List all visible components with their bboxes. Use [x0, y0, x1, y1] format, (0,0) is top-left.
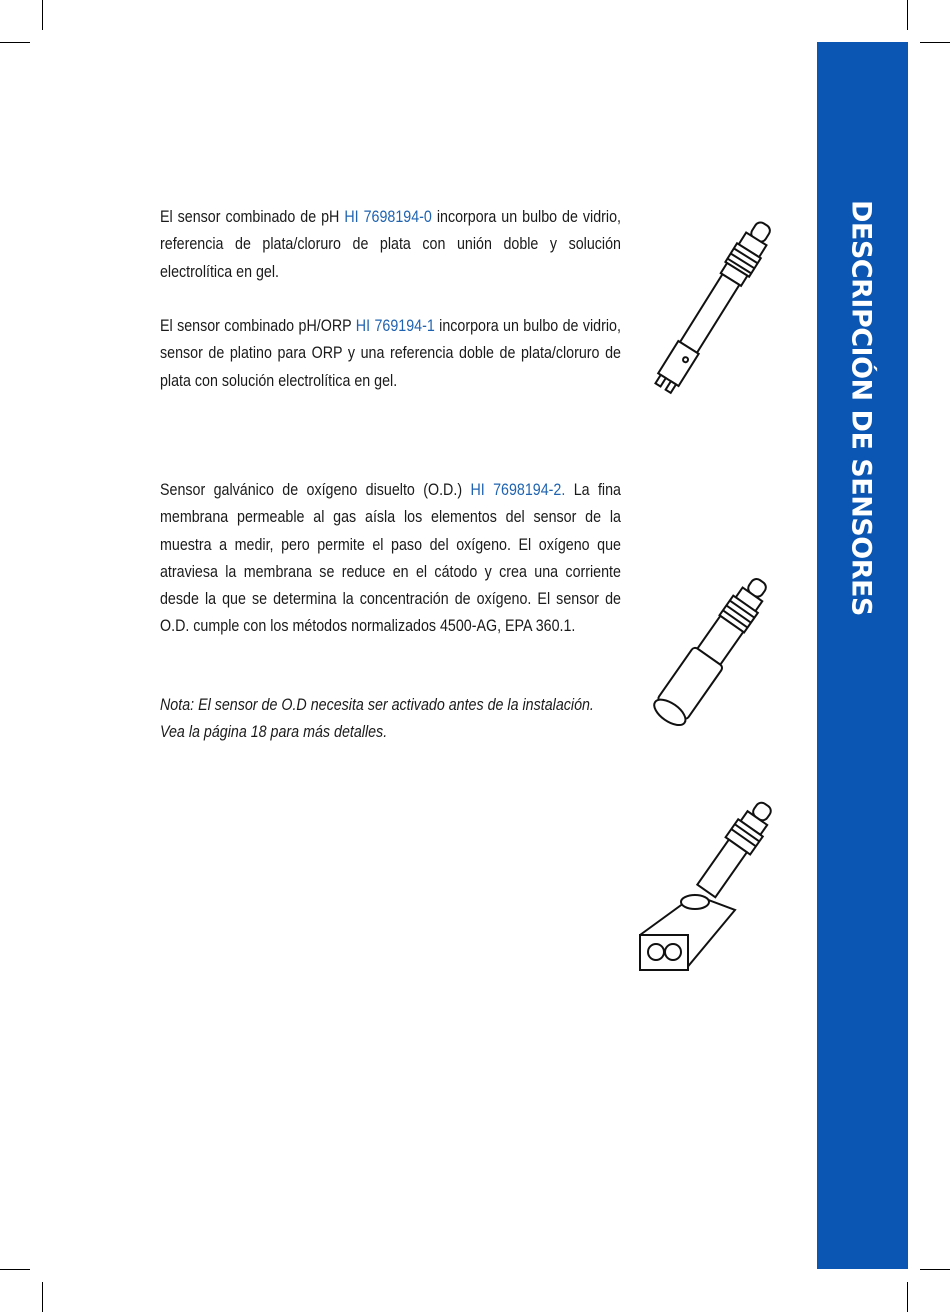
crop-mark: [907, 1282, 908, 1312]
crop-mark: [907, 0, 908, 30]
product-code: HI 7698194-0: [344, 207, 432, 226]
paragraph-do-sensor: [160, 476, 621, 640]
paragraph-ph-orp-sensor: [160, 312, 621, 394]
ph-sensor-illustration: [625, 205, 805, 405]
crop-mark: [42, 1282, 43, 1312]
paragraph-ph-sensor: [160, 203, 621, 285]
paragraph-text: incorpora un bulbo de vidrio, referencia de plata/cloruro de plata con unión doble y solución electrolítica en gel.: [160, 207, 621, 281]
crop-mark: [42, 0, 43, 30]
crop-mark: [0, 1269, 30, 1270]
product-code: HI 769194-1: [355, 316, 435, 335]
paragraph-text: La fina membrana permeable al gas aísla los elementos del sensor de la muestra a medir, pero permite el paso del oxígeno. El oxígeno que atraviesa la membrana se reduce en el cátodo y crea una corriente desde la que se determina la concentración de oxígeno. El sensor de O.D. cumple con los métodos normalizados 4500-AG, EPA 360.1.: [160, 480, 621, 636]
paragraph-text: incorpora un bulbo de vidrio, sensor de platino para ORP y una referencia doble de plata/cloruro de plata con solución electrolítica en gel.: [160, 316, 621, 390]
ec-sensor-illustration: [625, 790, 805, 980]
paragraph-text: El sensor combinado pH/ORP: [160, 316, 356, 335]
crop-mark: [0, 42, 30, 43]
crop-mark: [920, 1269, 950, 1270]
product-code: HI 7698194-2.: [470, 480, 566, 499]
crop-mark: [920, 42, 950, 43]
paragraph-text: El sensor combinado de pH: [160, 207, 345, 226]
note-text: Nota: El sensor de O.D necesita ser activado antes de la instalación. Vea la página 18 para más detalles.: [160, 695, 594, 742]
section-title: DESCRIPCIÓN DE SENSORES: [845, 200, 877, 616]
paragraph-text: Sensor galvánico de oxígeno disuelto (O.D.): [160, 480, 471, 499]
do-sensor-illustration: [615, 560, 805, 750]
